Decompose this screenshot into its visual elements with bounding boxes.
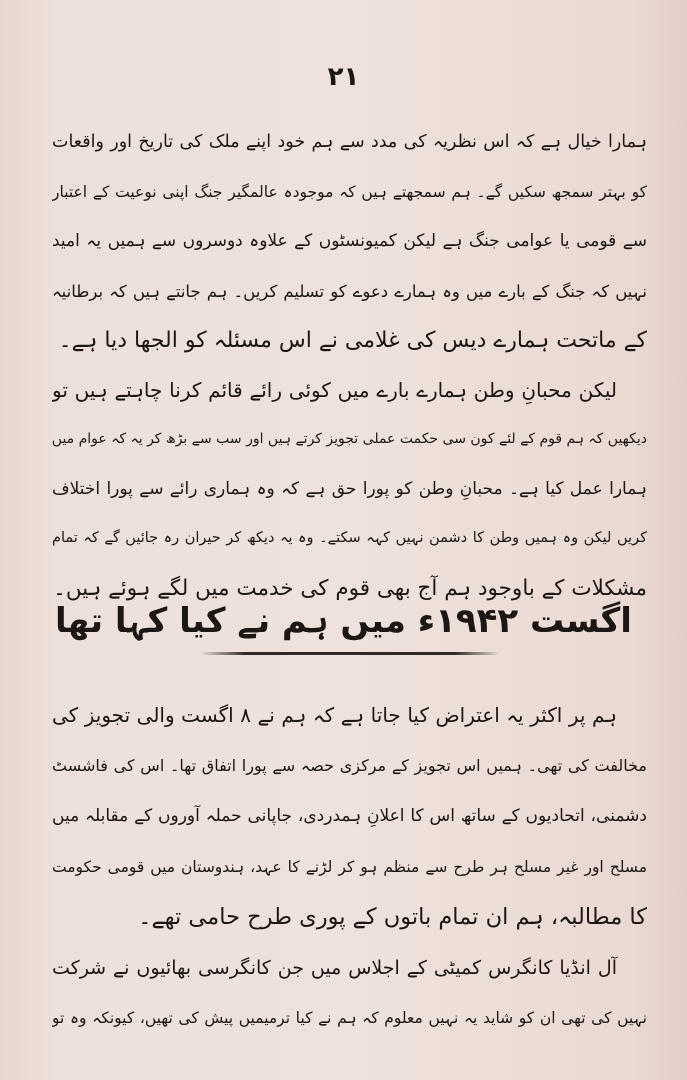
page-number: ۲۱ <box>327 62 360 92</box>
text-line: دیکھیں کہ ہم قوم کے لئے کون سی حکمت عملی تجویز کرتے ہیں اور سب سے بڑھ کر یہ کہ عوام میں <box>52 431 647 447</box>
text-line: مشکلات کے باوجود ہم آج بھی قوم کی خدمت میں لگے ہوئے ہیں۔ <box>53 575 647 601</box>
text-line: نہیں کی تھی ان کو شاید یہ نہیں معلوم کہ ہم نے کیا ترمیمیں پیش کی تھیں، کیونکہ وہ تو <box>52 1009 647 1027</box>
text-line: مخالفت کی تھی۔ ہمیں اس تجویز کے مرکزی حصہ سے پورا اتفاق تھا۔ اس کی فاشسٹ <box>52 755 647 775</box>
text-line: لیکن محبانِ وطن ہمارے بارے میں کوئی رائے قائم کرنا چاہتے ہیں تو <box>52 377 617 402</box>
text-line: ہمارا عمل کیا ہے۔ محبانِ وطن کو پورا حق ہے کہ وہ ہماری رائے سے پورا اختلاف <box>52 478 647 499</box>
text-line: سے قومی یا عوامی جنگ ہے لیکن کمیونسٹوں کے علاوہ دوسروں سے ہمیں یہ امید <box>52 231 647 251</box>
text-line: ہم پر اکثر یہ اعتراض کیا جاتا ہے کہ ہم نے ۸ اگست والی تجویز کی <box>52 703 617 727</box>
section-heading: اگست ۱۹۴۲ء میں ہم نے کیا کہا تھا <box>55 601 632 641</box>
text-line: نہیں کہ جنگ کے بارے میں وہ ہمارے دعوے کو تسلیم کریں۔ ہم جانتے ہیں کہ برطانیہ <box>52 281 647 301</box>
paragraph-section-2 <box>52 690 647 1044</box>
text-line: ہمارا خیال ہے کہ اس نظریہ کی مدد سے ہم خود اپنے ملک کی تاریخ اور واقعات <box>52 132 647 152</box>
text-line: کو بہتر سمجھ سکیں گے۔ ہم سمجھتے ہیں کہ موجودہ عالمگیر جنگ اپنی نوعیت کے اعتبار <box>52 182 647 201</box>
text-line: کے ماتحت ہمارے دیس کی غلامی نے اس مسئلہ کو الجھا دیا ہے۔ <box>58 328 647 353</box>
text-line: مسلح اور غیر مسلح ہر طرح سے منظم ہو کر لڑنے کا عہد، ہندوستان میں قومی حکومت <box>52 857 647 876</box>
heading-flourish <box>200 652 500 655</box>
text-line: دشمنی، اتحادیوں کے ساتھ اس کا اعلانِ ہمدردی، جاپانی حملہ آوروں کے مقابلہ میں <box>52 806 647 826</box>
text-line: کا مطالبہ، ہم ان تمام باتوں کے پوری طرح حامی تھے۔ <box>138 904 647 930</box>
text-line: کریں لیکن وہ ہمیں وطن کا دشمن نہیں کہہ سکتے۔ وہ یہ دیکھ کر حیران رہ جائیں گے کہ تمام <box>52 530 647 546</box>
paragraph-section-1 <box>52 118 647 613</box>
text-line: آل انڈیا کانگرس کمیٹی کے اجلاس میں جن کانگرسی بھائیوں نے شرکت <box>52 956 617 979</box>
